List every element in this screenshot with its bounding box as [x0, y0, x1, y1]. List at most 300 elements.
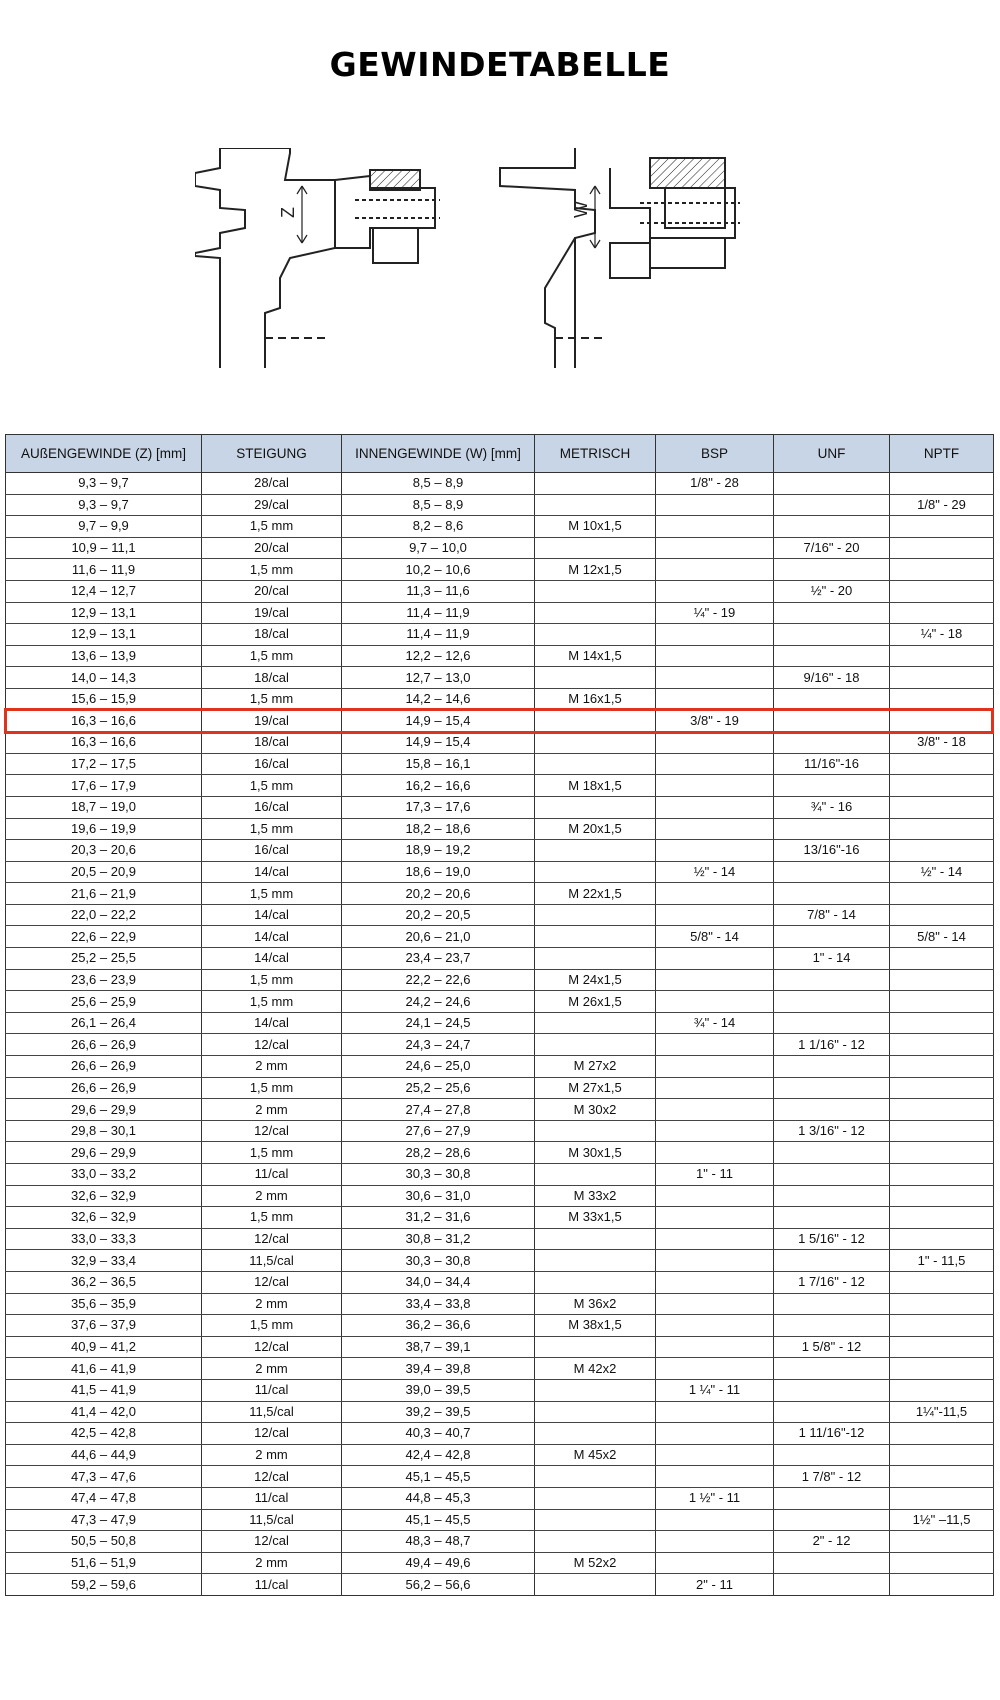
table-cell — [535, 1120, 656, 1142]
table-cell — [656, 1142, 774, 1164]
table-cell: 1" - 11 — [656, 1164, 774, 1186]
table-cell: 24,2 – 24,6 — [342, 991, 535, 1013]
table-cell: 2" - 11 — [656, 1574, 774, 1596]
table-cell — [535, 861, 656, 883]
table-cell — [890, 969, 994, 991]
table-cell: 2 mm — [202, 1099, 342, 1121]
table-cell: 31,2 – 31,6 — [342, 1207, 535, 1229]
table-cell — [656, 688, 774, 710]
table-cell: ½" - 14 — [656, 861, 774, 883]
table-cell: 24,3 – 24,7 — [342, 1034, 535, 1056]
table-row — [6, 494, 994, 516]
table-cell — [774, 1487, 890, 1509]
table-cell — [656, 1207, 774, 1229]
table-cell — [890, 1207, 994, 1229]
table-row — [6, 1315, 994, 1337]
table-cell: 14,9 – 15,4 — [342, 710, 535, 732]
table-cell: 14,0 – 14,3 — [6, 667, 202, 689]
table-row — [6, 473, 994, 495]
table-cell — [774, 732, 890, 754]
table-cell — [656, 948, 774, 970]
table-cell: 11/cal — [202, 1379, 342, 1401]
table-cell — [656, 1531, 774, 1553]
table-cell — [774, 602, 890, 624]
table-cell: 32,9 – 33,4 — [6, 1250, 202, 1272]
table-cell: 12,9 – 13,1 — [6, 624, 202, 646]
table-cell: 5/8" - 14 — [890, 926, 994, 948]
table-row — [6, 1077, 994, 1099]
table-cell — [774, 473, 890, 495]
table-cell — [774, 1185, 890, 1207]
table-cell — [774, 1401, 890, 1423]
table-cell — [890, 537, 994, 559]
table-row — [6, 1552, 994, 1574]
table-row — [6, 904, 994, 926]
table-row — [6, 537, 994, 559]
table-cell: 10,9 – 11,1 — [6, 537, 202, 559]
table-body — [6, 473, 994, 1596]
table-cell: 42,5 – 42,8 — [6, 1423, 202, 1445]
table-header-row — [6, 435, 994, 473]
table-cell — [535, 1401, 656, 1423]
table-cell: 12/cal — [202, 1423, 342, 1445]
table-row — [6, 840, 994, 862]
table-cell: 47,4 – 47,8 — [6, 1487, 202, 1509]
table-cell: M 12x1,5 — [535, 559, 656, 581]
table-row — [6, 883, 994, 905]
table-cell — [656, 559, 774, 581]
table-cell: 47,3 – 47,9 — [6, 1509, 202, 1531]
table-cell: 16/cal — [202, 753, 342, 775]
table-cell: 41,6 – 41,9 — [6, 1358, 202, 1380]
table-cell: 12/cal — [202, 1531, 342, 1553]
table-cell: 12,9 – 13,1 — [6, 602, 202, 624]
table-cell: M 33x2 — [535, 1185, 656, 1207]
table-cell: 19/cal — [202, 710, 342, 732]
table-cell — [656, 796, 774, 818]
table-row — [6, 732, 994, 754]
table-cell: 1/8" - 28 — [656, 473, 774, 495]
table-row — [6, 775, 994, 797]
table-cell — [890, 1293, 994, 1315]
table-cell — [774, 1164, 890, 1186]
table-cell: 1,5 mm — [202, 688, 342, 710]
table-cell: 17,6 – 17,9 — [6, 775, 202, 797]
table-cell: 33,0 – 33,2 — [6, 1164, 202, 1186]
table-cell: 1,5 mm — [202, 1315, 342, 1337]
table-cell: 12,4 – 12,7 — [6, 580, 202, 602]
table-cell — [656, 1250, 774, 1272]
table-cell — [774, 1250, 890, 1272]
table-cell — [535, 580, 656, 602]
table-cell: 11,5/cal — [202, 1250, 342, 1272]
table-cell — [774, 516, 890, 538]
table-cell — [656, 580, 774, 602]
table-cell: 12/cal — [202, 1271, 342, 1293]
table-cell: M 26x1,5 — [535, 991, 656, 1013]
table-cell — [656, 753, 774, 775]
table-cell — [774, 1207, 890, 1229]
table-cell: 1¼"-11,5 — [890, 1401, 994, 1423]
table-row — [6, 969, 994, 991]
table-cell — [890, 1379, 994, 1401]
table-cell: 1 5/8" - 12 — [774, 1336, 890, 1358]
table-row — [6, 580, 994, 602]
table-cell: 10,2 – 10,6 — [342, 559, 535, 581]
table-cell — [774, 1099, 890, 1121]
table-cell — [656, 1423, 774, 1445]
table-cell — [890, 516, 994, 538]
table-cell: 19,6 – 19,9 — [6, 818, 202, 840]
table-row — [6, 645, 994, 667]
table-cell: 2 mm — [202, 1444, 342, 1466]
table-cell — [535, 667, 656, 689]
table-cell: 8,5 – 8,9 — [342, 473, 535, 495]
table-cell — [774, 710, 890, 732]
table-cell — [890, 1444, 994, 1466]
table-cell — [890, 883, 994, 905]
table-cell: 2 mm — [202, 1552, 342, 1574]
table-cell: 18/cal — [202, 624, 342, 646]
table-cell — [535, 1228, 656, 1250]
table-cell — [535, 1012, 656, 1034]
table-cell: ½" - 20 — [774, 580, 890, 602]
table-row — [6, 1228, 994, 1250]
table-cell: 18,7 – 19,0 — [6, 796, 202, 818]
table-cell: 27,6 – 27,9 — [342, 1120, 535, 1142]
table-cell — [774, 991, 890, 1013]
table-cell — [656, 537, 774, 559]
table-row — [6, 1056, 994, 1078]
table-row — [6, 1358, 994, 1380]
table-cell: 32,6 – 32,9 — [6, 1207, 202, 1229]
table-cell: 11,5/cal — [202, 1401, 342, 1423]
table-cell: 33,0 – 33,3 — [6, 1228, 202, 1250]
table-cell — [535, 624, 656, 646]
table-row — [6, 1336, 994, 1358]
table-cell: 18,9 – 19,2 — [342, 840, 535, 862]
table-cell — [656, 1228, 774, 1250]
table-cell: 26,6 – 26,9 — [6, 1077, 202, 1099]
table-row — [6, 818, 994, 840]
table-row — [6, 1401, 994, 1423]
table-cell: 37,6 – 37,9 — [6, 1315, 202, 1337]
table-cell: 9,3 – 9,7 — [6, 473, 202, 495]
table-cell: 1 11/16"-12 — [774, 1423, 890, 1445]
table-row — [6, 624, 994, 646]
table-cell — [656, 1077, 774, 1099]
table-cell: 14/cal — [202, 904, 342, 926]
table-cell: M 24x1,5 — [535, 969, 656, 991]
table-cell — [890, 559, 994, 581]
table-cell — [890, 667, 994, 689]
table-cell: 12/cal — [202, 1466, 342, 1488]
table-cell — [656, 1466, 774, 1488]
table-cell: 51,6 – 51,9 — [6, 1552, 202, 1574]
table-cell — [890, 796, 994, 818]
table-cell: 42,4 – 42,8 — [342, 1444, 535, 1466]
table-cell: 1,5 mm — [202, 645, 342, 667]
table-row — [6, 753, 994, 775]
table-cell — [774, 494, 890, 516]
table-cell: 7/8" - 14 — [774, 904, 890, 926]
table-row — [6, 991, 994, 1013]
table-cell: 20,2 – 20,5 — [342, 904, 535, 926]
outer-diameter-label: Z — [278, 207, 298, 218]
table-cell — [890, 840, 994, 862]
table-cell — [890, 753, 994, 775]
table-cell — [656, 1444, 774, 1466]
table-cell — [656, 1120, 774, 1142]
table-cell — [535, 1336, 656, 1358]
table-cell — [774, 688, 890, 710]
table-cell: 11/cal — [202, 1164, 342, 1186]
table-cell: ¼" - 18 — [890, 624, 994, 646]
table-cell — [774, 1315, 890, 1337]
table-cell — [656, 969, 774, 991]
table-cell: 50,5 – 50,8 — [6, 1531, 202, 1553]
table-cell — [774, 1142, 890, 1164]
table-cell: 39,4 – 39,8 — [342, 1358, 535, 1380]
table-cell — [774, 559, 890, 581]
table-cell: 30,3 – 30,8 — [342, 1164, 535, 1186]
table-cell: M 33x1,5 — [535, 1207, 656, 1229]
table-cell — [890, 1142, 994, 1164]
table-cell: 29/cal — [202, 494, 342, 516]
table-cell — [535, 537, 656, 559]
table-cell — [535, 796, 656, 818]
table-cell: 45,1 – 45,5 — [342, 1509, 535, 1531]
table-cell: 12,2 – 12,6 — [342, 645, 535, 667]
table-cell: 1 ½" - 11 — [656, 1487, 774, 1509]
table-cell: 16/cal — [202, 840, 342, 862]
table-cell — [890, 645, 994, 667]
table-cell: 16/cal — [202, 796, 342, 818]
table-row — [6, 1250, 994, 1272]
table-cell: 20/cal — [202, 537, 342, 559]
table-cell — [774, 883, 890, 905]
table-cell: 11,4 – 11,9 — [342, 602, 535, 624]
table-cell — [656, 1315, 774, 1337]
table-row — [6, 1142, 994, 1164]
table-cell: 8,2 – 8,6 — [342, 516, 535, 538]
table-row — [6, 1487, 994, 1509]
table-cell: 7/16" - 20 — [774, 537, 890, 559]
table-cell: 39,2 – 39,5 — [342, 1401, 535, 1423]
table-cell: 36,2 – 36,6 — [342, 1315, 535, 1337]
table-cell — [656, 1401, 774, 1423]
table-cell — [890, 1466, 994, 1488]
table-cell — [774, 624, 890, 646]
table-row — [6, 796, 994, 818]
table-cell: 9/16" - 18 — [774, 667, 890, 689]
table-cell: 25,2 – 25,5 — [6, 948, 202, 970]
table-cell: 1,5 mm — [202, 775, 342, 797]
table-cell: 2 mm — [202, 1185, 342, 1207]
table-row — [6, 1099, 994, 1121]
table-cell: 1 3/16" - 12 — [774, 1120, 890, 1142]
table-cell — [774, 926, 890, 948]
column-header: STEIGUNG — [202, 435, 342, 473]
table-cell — [535, 1509, 656, 1531]
table-cell — [656, 494, 774, 516]
table-cell — [890, 1531, 994, 1553]
table-cell — [774, 1358, 890, 1380]
table-cell: 14/cal — [202, 861, 342, 883]
table-cell: 11,6 – 11,9 — [6, 559, 202, 581]
table-cell — [656, 991, 774, 1013]
table-cell: 29,6 – 29,9 — [6, 1099, 202, 1121]
table-cell — [774, 861, 890, 883]
table-cell — [656, 840, 774, 862]
table-cell: 1" - 14 — [774, 948, 890, 970]
table-cell: M 30x2 — [535, 1099, 656, 1121]
table-cell: 30,3 – 30,8 — [342, 1250, 535, 1272]
table-row — [6, 1120, 994, 1142]
table-cell: 22,0 – 22,2 — [6, 904, 202, 926]
table-cell: 17,3 – 17,6 — [342, 796, 535, 818]
table-cell: M 45x2 — [535, 1444, 656, 1466]
table-row — [6, 1164, 994, 1186]
table-cell: 20,6 – 21,0 — [342, 926, 535, 948]
table-cell: 45,1 – 45,5 — [342, 1466, 535, 1488]
table-cell — [535, 840, 656, 862]
table-cell: 1,5 mm — [202, 1077, 342, 1099]
table-cell: 49,4 – 49,6 — [342, 1552, 535, 1574]
table-cell: 1½" –11,5 — [890, 1509, 994, 1531]
table-cell — [535, 1466, 656, 1488]
table-cell: 18/cal — [202, 667, 342, 689]
table-cell — [890, 818, 994, 840]
table-cell — [774, 969, 890, 991]
table-cell: M 27x1,5 — [535, 1077, 656, 1099]
table-cell — [774, 1077, 890, 1099]
table-cell — [890, 1271, 994, 1293]
table-cell: ¾" - 16 — [774, 796, 890, 818]
table-cell — [656, 667, 774, 689]
table-cell — [656, 1099, 774, 1121]
table-cell — [656, 1509, 774, 1531]
table-cell: 1 1/16" - 12 — [774, 1034, 890, 1056]
table-cell — [890, 1164, 994, 1186]
table-cell — [774, 1444, 890, 1466]
table-row — [6, 1207, 994, 1229]
table-cell — [890, 991, 994, 1013]
table-cell — [535, 1271, 656, 1293]
table-cell — [535, 1164, 656, 1186]
table-cell: 21,6 – 21,9 — [6, 883, 202, 905]
table-cell — [656, 1271, 774, 1293]
table-row — [6, 1034, 994, 1056]
table-cell: M 27x2 — [535, 1056, 656, 1078]
table-cell: 1,5 mm — [202, 818, 342, 840]
table-cell: 32,6 – 32,9 — [6, 1185, 202, 1207]
table-cell: 24,1 – 24,5 — [342, 1012, 535, 1034]
table-cell — [656, 1034, 774, 1056]
table-cell: 1 7/16" - 12 — [774, 1271, 890, 1293]
table-cell: M 42x2 — [535, 1358, 656, 1380]
table-cell: 15,8 – 16,1 — [342, 753, 535, 775]
table-cell: 1/8" - 29 — [890, 494, 994, 516]
table-cell — [535, 473, 656, 495]
table-cell: 8,5 – 8,9 — [342, 494, 535, 516]
table-cell: 20,2 – 20,6 — [342, 883, 535, 905]
table-cell: 14,9 – 15,4 — [342, 732, 535, 754]
table-cell — [774, 1012, 890, 1034]
table-cell — [535, 904, 656, 926]
table-cell: 1 ¼" - 11 — [656, 1379, 774, 1401]
table-cell: 20/cal — [202, 580, 342, 602]
table-cell: 40,9 – 41,2 — [6, 1336, 202, 1358]
table-cell: 14/cal — [202, 948, 342, 970]
table-cell — [890, 904, 994, 926]
table-cell: 40,3 – 40,7 — [342, 1423, 535, 1445]
table-cell: 18,2 – 18,6 — [342, 818, 535, 840]
table-cell: M 30x1,5 — [535, 1142, 656, 1164]
table-cell: 1,5 mm — [202, 516, 342, 538]
table-cell — [535, 1423, 656, 1445]
table-cell: ½" - 14 — [890, 861, 994, 883]
table-cell: 18,6 – 19,0 — [342, 861, 535, 883]
table-cell: ¾" - 14 — [656, 1012, 774, 1034]
table-cell: 28,2 – 28,6 — [342, 1142, 535, 1164]
table-cell: 12/cal — [202, 1120, 342, 1142]
table-cell: 36,2 – 36,5 — [6, 1271, 202, 1293]
table-cell: 12,7 – 13,0 — [342, 667, 535, 689]
table-cell: M 52x2 — [535, 1552, 656, 1574]
outer-caliper-drawing — [195, 148, 440, 368]
column-header: METRISCH — [535, 435, 656, 473]
table-cell: 14,2 – 14,6 — [342, 688, 535, 710]
table-cell: 25,2 – 25,6 — [342, 1077, 535, 1099]
table-row-highlighted — [6, 710, 994, 732]
table-cell: 12/cal — [202, 1228, 342, 1250]
table-cell: 11/16"-16 — [774, 753, 890, 775]
table-row — [6, 602, 994, 624]
table-cell: 11/cal — [202, 1487, 342, 1509]
table-cell — [535, 732, 656, 754]
table-row — [6, 1379, 994, 1401]
table-cell: 2 mm — [202, 1358, 342, 1380]
table-row — [6, 688, 994, 710]
table-cell — [535, 1574, 656, 1596]
table-cell: 47,3 – 47,6 — [6, 1466, 202, 1488]
table-cell: 41,5 – 41,9 — [6, 1379, 202, 1401]
table-cell: 41,4 – 42,0 — [6, 1401, 202, 1423]
table-cell: 14/cal — [202, 1012, 342, 1034]
table-row — [6, 1271, 994, 1293]
table-cell: 27,4 – 27,8 — [342, 1099, 535, 1121]
table-cell — [774, 1574, 890, 1596]
table-cell — [774, 775, 890, 797]
table-cell: M 36x2 — [535, 1293, 656, 1315]
table-cell: 1" - 11,5 — [890, 1250, 994, 1272]
table-cell — [890, 1099, 994, 1121]
table-cell — [890, 1185, 994, 1207]
table-cell: 24,6 – 25,0 — [342, 1056, 535, 1078]
table-cell: 26,1 – 26,4 — [6, 1012, 202, 1034]
table-row — [6, 1423, 994, 1445]
table-cell: 44,8 – 45,3 — [342, 1487, 535, 1509]
table-cell: 38,7 – 39,1 — [342, 1336, 535, 1358]
table-cell — [890, 1120, 994, 1142]
table-cell — [535, 1250, 656, 1272]
table-cell — [535, 753, 656, 775]
table-cell: 48,3 – 48,7 — [342, 1531, 535, 1553]
table-cell: 13/16"-16 — [774, 840, 890, 862]
table-row — [6, 1444, 994, 1466]
table-cell: 12/cal — [202, 1034, 342, 1056]
